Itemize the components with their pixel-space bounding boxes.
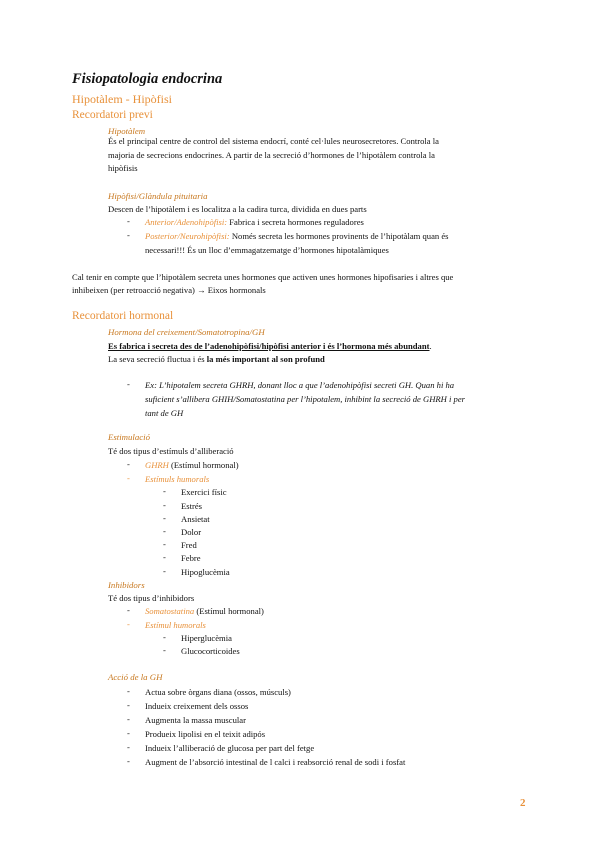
list-item: Produeix lipolisi en el teixit adipós bbox=[145, 729, 266, 739]
heading-recordatori-hormonal: Recordatori hormonal bbox=[72, 310, 174, 322]
page-title: Fisiopatologia endocrina bbox=[72, 71, 223, 87]
gh-bold-text: Es fabrica i secreta des de l’adenohipòfisi/hipòfisi anterior i és l’hormona més abundant bbox=[108, 341, 430, 351]
list-bullet: - bbox=[163, 513, 166, 523]
note-line-1: Cal tenir en compte que l’hipotàlem secreta unes hormones que activen unes hormones hipofisaries i altres que bbox=[72, 272, 454, 282]
anterior-text: Fabrica i secreta hormones reguladores bbox=[227, 217, 364, 227]
list-item: Hipoglucèmia bbox=[181, 567, 230, 577]
inhib-humorals-label: Estímul humorals bbox=[145, 620, 206, 630]
list-bullet: - bbox=[163, 645, 166, 655]
inhibidors-intro: Té dos tipus d’inhibidors bbox=[108, 593, 195, 603]
hipotalem-paragraph bbox=[108, 135, 439, 176]
list-bullet: - bbox=[127, 216, 130, 226]
list-bullet: - bbox=[127, 230, 130, 240]
list-bullet: - bbox=[127, 605, 130, 615]
list-bullet: - bbox=[163, 526, 166, 536]
hipotalem-line-1: És el principal centre de control del sistema endocrí, conté cel·lules neurosecretores. Controla la bbox=[108, 136, 439, 146]
list-item: Augmenta la massa muscular bbox=[145, 715, 246, 725]
list-item: Glucocorticoides bbox=[181, 646, 240, 656]
section-heading: Hipotàlem - Hipòfisi bbox=[72, 92, 172, 106]
subheading-accio-gh: Acció de la GH bbox=[108, 672, 163, 682]
list-bullet: - bbox=[163, 632, 166, 642]
hipotalem-line-3: hipòfisis bbox=[108, 163, 138, 173]
somatostatina-label: Somatostatina bbox=[145, 606, 195, 616]
gh-example bbox=[145, 378, 465, 420]
list-item: Indueix creixement dels ossos bbox=[145, 701, 249, 711]
list-bullet: - bbox=[163, 539, 166, 549]
anterior-item bbox=[145, 216, 364, 230]
list-bullet: - bbox=[127, 473, 130, 483]
ghrh-text: (Estímul hormonal) bbox=[168, 460, 239, 470]
list-item: Actua sobre òrgans diana (ossos, músculs) bbox=[145, 687, 291, 697]
gh-example-line-2: suficient s’allibera GHIH/Somatostatina per l’hipotalem, inhibint la secreció de GHRH i per bbox=[145, 394, 465, 404]
gh-bold-end: . bbox=[429, 341, 432, 351]
list-bullet: - bbox=[127, 459, 130, 469]
subheading-inhibidors: Inhibidors bbox=[108, 580, 145, 590]
gh-example-line-1: Ex: L’hipotalem secreta GHRH, donant lloc a que l’adenohipòfisi secreti GH. Quan hi ha bbox=[145, 380, 455, 390]
gh-secretion-line bbox=[108, 353, 325, 367]
subheading-hipofisi: Hipòfisi/Glàndula pituitaria bbox=[108, 191, 208, 201]
list-item: Exercici físic bbox=[181, 487, 227, 497]
page-number: 2 bbox=[520, 797, 526, 809]
gh-secretion-bold: la més important al son profund bbox=[206, 354, 325, 364]
list-bullet: - bbox=[127, 714, 130, 724]
posterior-item bbox=[145, 230, 449, 244]
anterior-label: Anterior/Adenohipòfisi: bbox=[145, 217, 228, 227]
somatostatina-item bbox=[145, 605, 264, 619]
list-item: Dolor bbox=[181, 527, 202, 537]
note-line-2: inhibeixen (per retroacció negativa) → Eixos hormonals bbox=[72, 285, 266, 295]
ghrh-label: GHRH bbox=[145, 460, 169, 470]
hipotalem-line-2: majoria de secrecions endocrines. A partir de la secreció d’hormones de l’hipotàlem controla la bbox=[108, 149, 435, 160]
list-bullet: - bbox=[127, 686, 130, 696]
list-item: Indueix l’alliberació de glucosa per part del fetge bbox=[145, 743, 315, 753]
list-item: Fred bbox=[181, 540, 197, 550]
gh-secretion-text: La seva secreció fluctua i és bbox=[108, 354, 207, 364]
list-item: Hiperglucèmia bbox=[181, 633, 232, 643]
estimuls-humorals-label: Estímuls humorals bbox=[145, 474, 210, 484]
posterior-text-cont: necessari!!! És un lloc d’emmagatzematge d’hormones hipotalàmiques bbox=[145, 245, 389, 255]
gh-bold-line bbox=[108, 340, 432, 354]
list-bullet: - bbox=[127, 756, 130, 766]
heading-recordatori-previ: Recordatori previ bbox=[72, 109, 153, 121]
posterior-text: Només secreta les hormones provinents de l’hipotàlam quan és bbox=[229, 231, 449, 241]
subheading-hipotalem: Hipotàlem bbox=[108, 126, 146, 136]
list-bullet: - bbox=[163, 486, 166, 496]
list-item: Augment de l’absorció intestinal de l calci i reabsorció renal de sodi i fosfat bbox=[145, 757, 406, 767]
estimulacio-intro: Té dos tipus d’estímuls d’alliberació bbox=[108, 446, 234, 456]
subheading-gh: Hormona del creixement/Somatotropina/GH bbox=[108, 327, 265, 337]
list-item: Estrés bbox=[181, 501, 203, 511]
list-bullet: - bbox=[127, 742, 130, 752]
list-bullet: - bbox=[163, 500, 166, 510]
list-bullet: - bbox=[163, 552, 166, 562]
list-item: Ansietat bbox=[181, 514, 210, 524]
ghrh-item bbox=[145, 459, 239, 473]
list-bullet: - bbox=[127, 619, 130, 629]
list-item: Febre bbox=[181, 553, 201, 563]
subheading-estimulacio: Estimulació bbox=[108, 432, 151, 442]
list-bullet: - bbox=[127, 379, 130, 389]
somatostatina-text: (Estímul hormonal) bbox=[194, 606, 264, 616]
hipofisi-intro: Descen de l’hipotàlem i es localitza a la cadira turca, dividida en dues parts bbox=[108, 204, 367, 214]
posterior-label: Posterior/Neurohipòfisi: bbox=[145, 231, 230, 241]
gh-example-line-3: tant de GH bbox=[145, 408, 184, 418]
list-bullet: - bbox=[163, 566, 166, 576]
list-bullet: - bbox=[127, 700, 130, 710]
list-bullet: - bbox=[127, 728, 130, 738]
